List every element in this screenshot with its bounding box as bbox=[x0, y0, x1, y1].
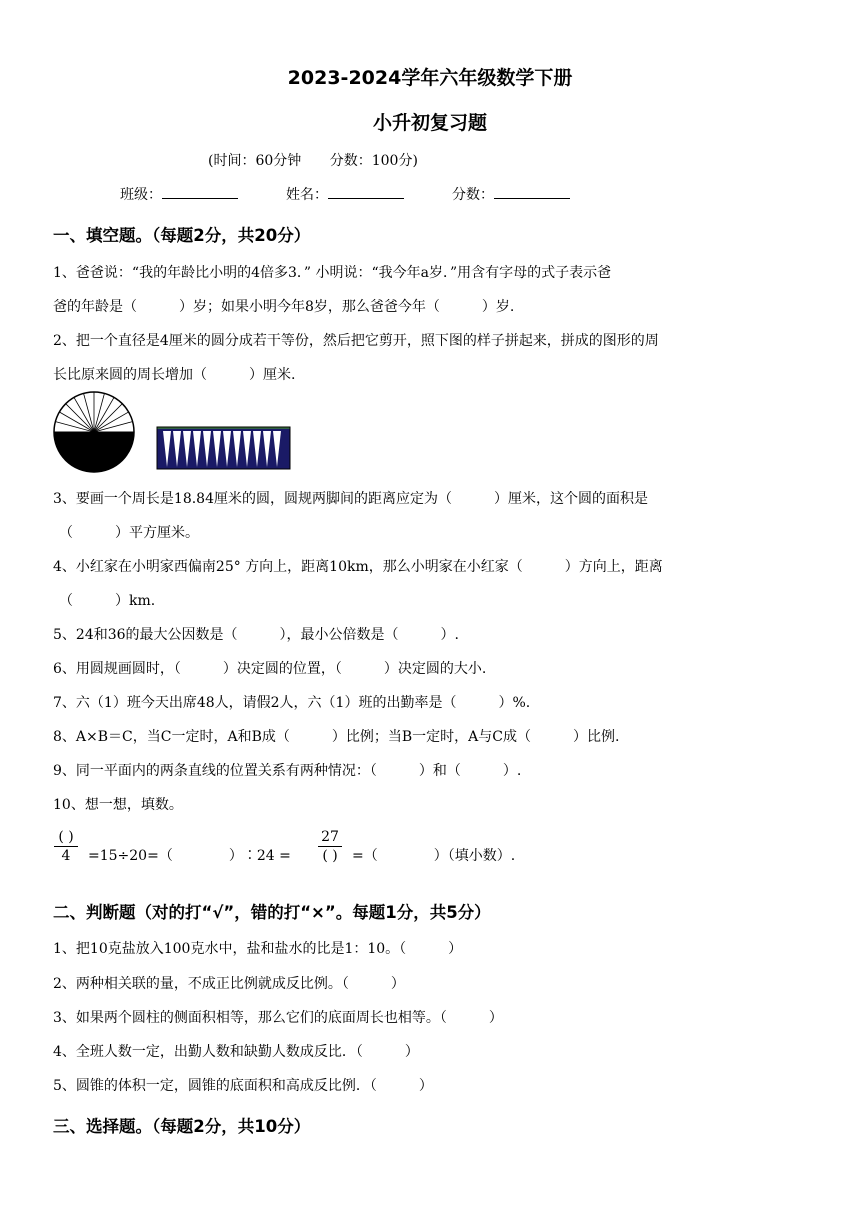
section-1-heading: 一、填空题。（每题2分，共20分） bbox=[53, 226, 311, 245]
fraction-1-numerator: ( ) bbox=[58, 829, 74, 845]
score-blank[interactable] bbox=[494, 186, 570, 199]
divided-circle bbox=[54, 392, 134, 472]
score-label: 分数： bbox=[452, 187, 494, 203]
exam-total-score: 分数：100分) bbox=[329, 153, 418, 169]
page-subtitle: 小升初复习题 bbox=[372, 112, 487, 134]
question-3-line-1: 3、要画一个周长是18.84厘米的圆，圆规两脚间的距离应定为（ ）厘米，这个圆的面积是 bbox=[53, 491, 648, 507]
score-field bbox=[452, 184, 570, 204]
exam-time: (时间：60分钟 bbox=[208, 153, 302, 169]
judge-question-1: 1、把10克盐放入100克水中，盐和盐水的比是1：10。（ ） bbox=[53, 941, 463, 957]
question-7: 7、六（1）班今天出席48人，请假2人，六（1）班的出勤率是（ ）%. bbox=[53, 695, 531, 711]
question-9: 9、同一平面内的两条直线的位置关系有两种情况：（ ）和（ ）. bbox=[53, 763, 522, 779]
class-blank[interactable] bbox=[162, 186, 238, 199]
section-2-heading: 二、判断题（对的打“√”，错的打“×”。每题1分，共5分） bbox=[53, 903, 491, 922]
question-6: 6、用圆规画圆时，（ ）决定圆的位置，（ ）决定圆的大小. bbox=[53, 661, 487, 677]
question-2-line-1: 2、把一个直径是4厘米的圆分成若干等份，然后把它剪开，照下图的样子拼起来，拼成的图形的周 bbox=[53, 333, 659, 349]
question-4-line-2: （ ）km. bbox=[59, 593, 156, 609]
exam-meta bbox=[208, 150, 442, 170]
rearranged-shape bbox=[157, 427, 290, 469]
fraction-2 bbox=[318, 829, 342, 864]
class-field bbox=[120, 184, 238, 204]
fraction-2-numerator: 27 bbox=[321, 829, 339, 845]
name-blank[interactable] bbox=[328, 186, 404, 199]
question-10-end: =（ ）（填小数）. bbox=[352, 848, 516, 864]
question-2-line-2: 长比原来圆的周长增加（ ）厘米. bbox=[53, 367, 296, 383]
circle-rearrange-figure bbox=[53, 391, 303, 473]
question-8: 8、A×B＝C，当C一定时，A和B成（ ）比例；当B一定时，A与C成（ ）比例. bbox=[53, 729, 620, 745]
judge-question-2: 2、两种相关联的量，不成正比例就成反比例。（ ） bbox=[53, 976, 405, 992]
question-2-figures bbox=[53, 391, 303, 477]
fraction-2-denominator: ( ) bbox=[322, 848, 338, 864]
question-10-middle: =15÷20=（ ）∶24 = bbox=[88, 848, 291, 864]
judge-question-4: 4、全班人数一定，出勤人数和缺勤人数成反比．（ ） bbox=[53, 1044, 419, 1060]
class-label: 班级： bbox=[120, 187, 162, 203]
question-1-line-1: 1、爸爸说：“我的年龄比小明的4倍多3．” 小明说：“我今年a岁．”用含有字母的式子表示爸 bbox=[53, 265, 612, 281]
question-10: 10、想一想，填数。 bbox=[53, 797, 183, 813]
fraction-1-denominator: 4 bbox=[61, 848, 71, 864]
question-3-line-2: （ ）平方厘米。 bbox=[59, 525, 199, 541]
question-5: 5、24和36的最大公因数是（ ），最小公倍数是（ ）. bbox=[53, 627, 459, 643]
question-4-line-1: 4、小红家在小明家西偏南25° 方向上，距离10km，那么小明家在小红家（ ）方向上，距离 bbox=[53, 559, 663, 575]
name-label: 姓名： bbox=[286, 187, 328, 203]
judge-question-5: 5、圆锥的体积一定，圆锥的底面积和高成反比例．（ ） bbox=[53, 1078, 433, 1094]
name-field bbox=[286, 184, 404, 204]
fraction-1 bbox=[54, 829, 78, 864]
page-title: 2023-2024学年六年级数学下册 bbox=[287, 67, 573, 89]
section-3-heading: 三、选择题。（每题2分，共10分） bbox=[53, 1117, 311, 1136]
question-1-line-2: 爸的年龄是（ ）岁；如果小明今年8岁，那么爸爸今年（ ）岁. bbox=[53, 299, 515, 315]
judge-question-3: 3、如果两个圆柱的侧面积相等，那么它们的底面周长也相等。（ ） bbox=[53, 1010, 503, 1026]
student-info-fields bbox=[120, 184, 570, 204]
